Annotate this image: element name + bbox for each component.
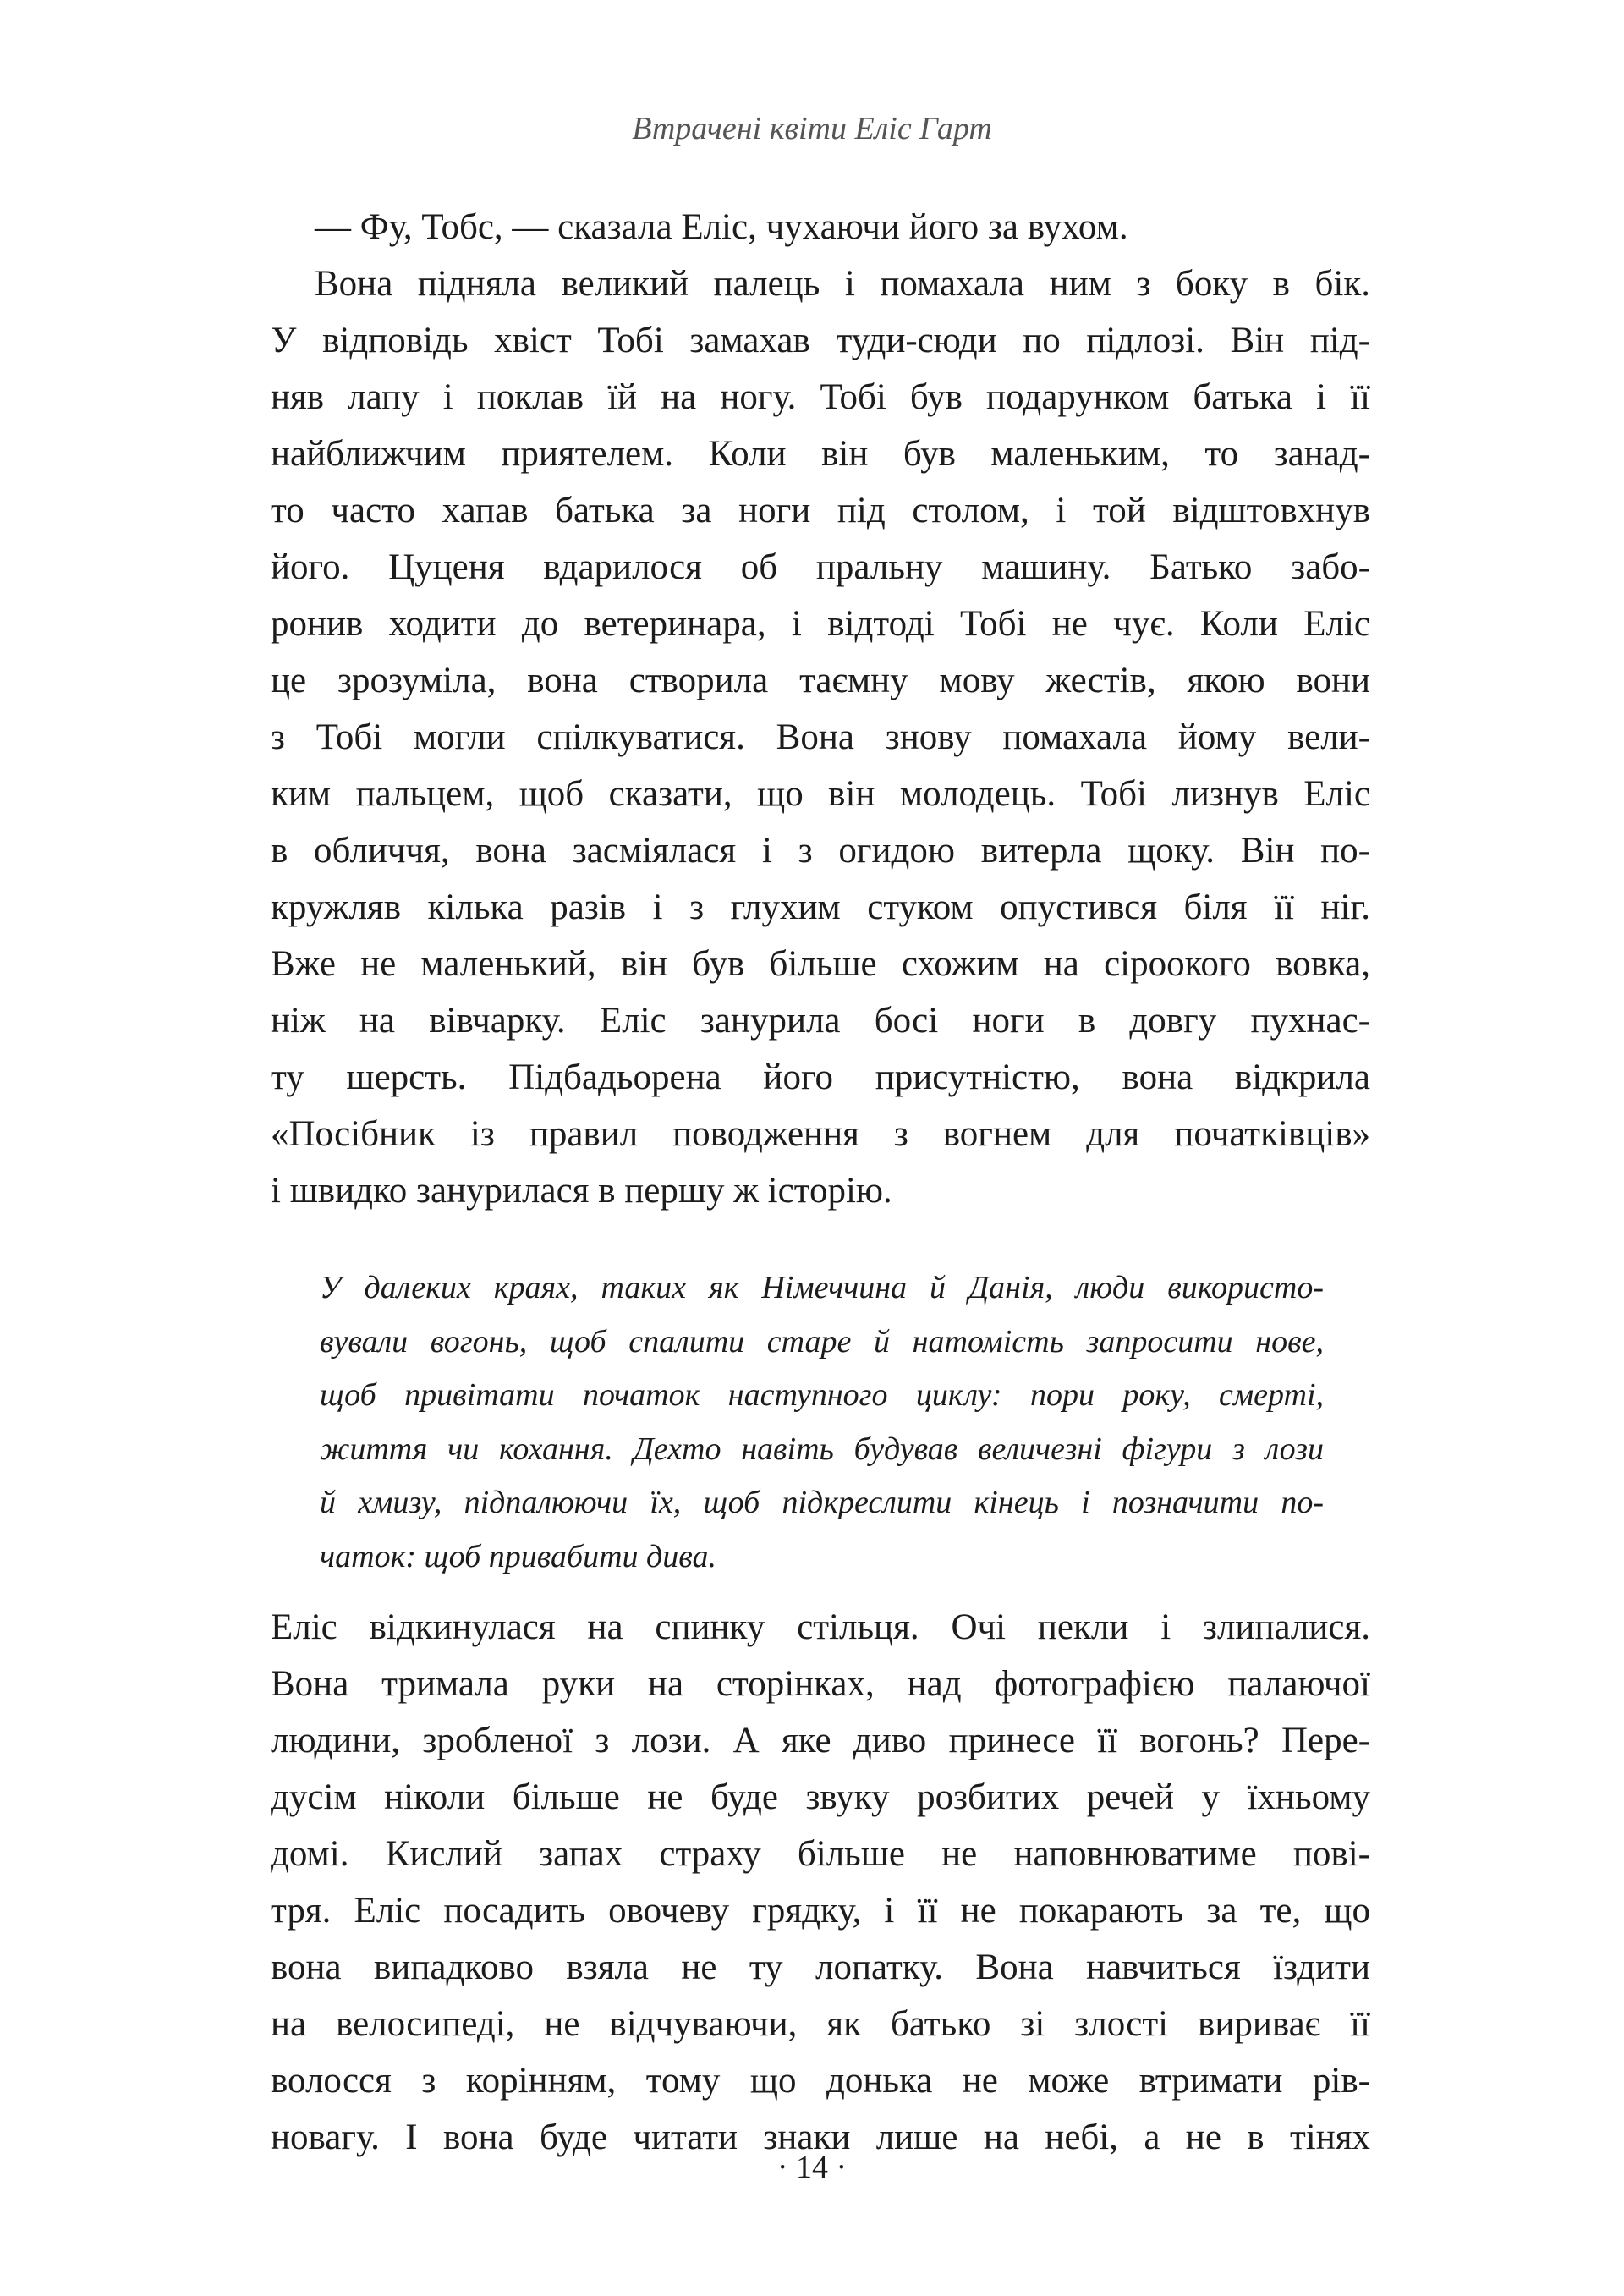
text-line: ким пальцем, щоб сказати, що він молодець. Тобі лизнув Еліс (271, 774, 1370, 814)
text-line: то часто хапав батька за ноги під столом, і той відштовхнув (271, 491, 1370, 530)
text-line: кружляв кілька разів і з глухим стуком опустився біля її ніг. (271, 887, 1370, 927)
text-line: це зрозуміла, вона створила таємну мову жестів, якою вони (271, 661, 1370, 700)
paragraph-1 (271, 199, 1370, 1219)
text-line: няв лапу і поклав їй на ногу. Тобі був подарунком батька і її (271, 377, 1370, 417)
text-line: Вона підняла великий палець і помахала ним з боку в бік. (315, 264, 1370, 304)
text-line: життя чи кохання. Дехто навіть будував величезні фігури з лози (320, 1431, 1324, 1467)
text-line: людини, зробленої з лози. А яке диво принесе її вогонь? Пере- (271, 1721, 1370, 1760)
text-line: чаток: щоб привабити дива. (320, 1538, 717, 1574)
text-line: на велосипеді, не відчуваючи, як батько зі злості вириває її (271, 2004, 1370, 2044)
text-line: Еліс відкинулася на спинку стільця. Очі пекли і злипалися. (271, 1607, 1370, 1647)
italic-quote-block (320, 1261, 1324, 1584)
text-line: з Тобі могли спілкуватися. Вона знову помахала йому вели- (271, 717, 1370, 757)
text-line: Вона тримала руки на сторінках, над фотографією палаючої (271, 1664, 1370, 1704)
text-line: вона випадково взяла не ту лопатку. Вона навчиться їздити (271, 1947, 1370, 1987)
text-line: його. Цуценя вдарилося об пральну машину. Батько забо- (271, 547, 1370, 587)
text-line: новагу. І вона буде читати знаки лише на небі, а не в тінях (271, 2117, 1370, 2157)
text-line: — Фу, Тобс, — сказала Еліс, чухаючи його за вухом. (315, 207, 1128, 247)
text-line: в обличчя, вона засміялася і з огидою витерла щоку. Він по- (271, 831, 1370, 871)
text-line: дусім ніколи більше не буде звуку розбитих речей у їхньому (271, 1777, 1370, 1817)
text-line: і швидко занурилася в першу ж історію. (271, 1171, 892, 1211)
text-line: волосся з корінням, тому що донька не може втримати рів- (271, 2061, 1370, 2101)
text-line: У відповідь хвіст Тобі замахав туди-сюди по підлозі. Він під- (271, 321, 1370, 360)
text-line: найближчим приятелем. Коли він був маленьким, то занад- (271, 434, 1370, 474)
text-line: тря. Еліс посадить овочеву грядку, і її не покарають за те, що (271, 1891, 1370, 1931)
text-line: У далеких краях, таких як Німеччина й Данія, люди використо- (320, 1270, 1324, 1305)
text-line: щоб привітати початок наступного циклу: пори року, смерті, (320, 1377, 1324, 1413)
text-line: ронив ходити до ветеринара, і відтоді Тобі не чує. Коли Еліс (271, 604, 1370, 644)
text-line: ніж на вівчарку. Еліс занурила босі ноги в довгу пухнас- (271, 1001, 1370, 1041)
paragraph-2 (271, 1599, 1370, 2166)
text-line: вували вогонь, щоб спалити старе й натомість запросити нове, (320, 1323, 1324, 1359)
page-number: · 14 · (776, 2150, 848, 2185)
text-line: «Посібник із правил поводження з вогнем для початківців» (271, 1114, 1370, 1154)
text-line: домі. Кислий запах страху більше не наповнюватиме пові- (271, 1834, 1370, 1874)
text-line: ту шерсть. Підбадьорена його присутністю, вона відкрила (271, 1057, 1370, 1097)
text-line: й хмизу, підпалюючи їх, щоб підкреслити кінець і позначити по- (320, 1485, 1324, 1520)
running-header: Втрачені квіти Еліс Гарт (632, 111, 992, 146)
text-line: Вже не маленький, він був більше схожим на сіроокого вовка, (271, 944, 1370, 984)
